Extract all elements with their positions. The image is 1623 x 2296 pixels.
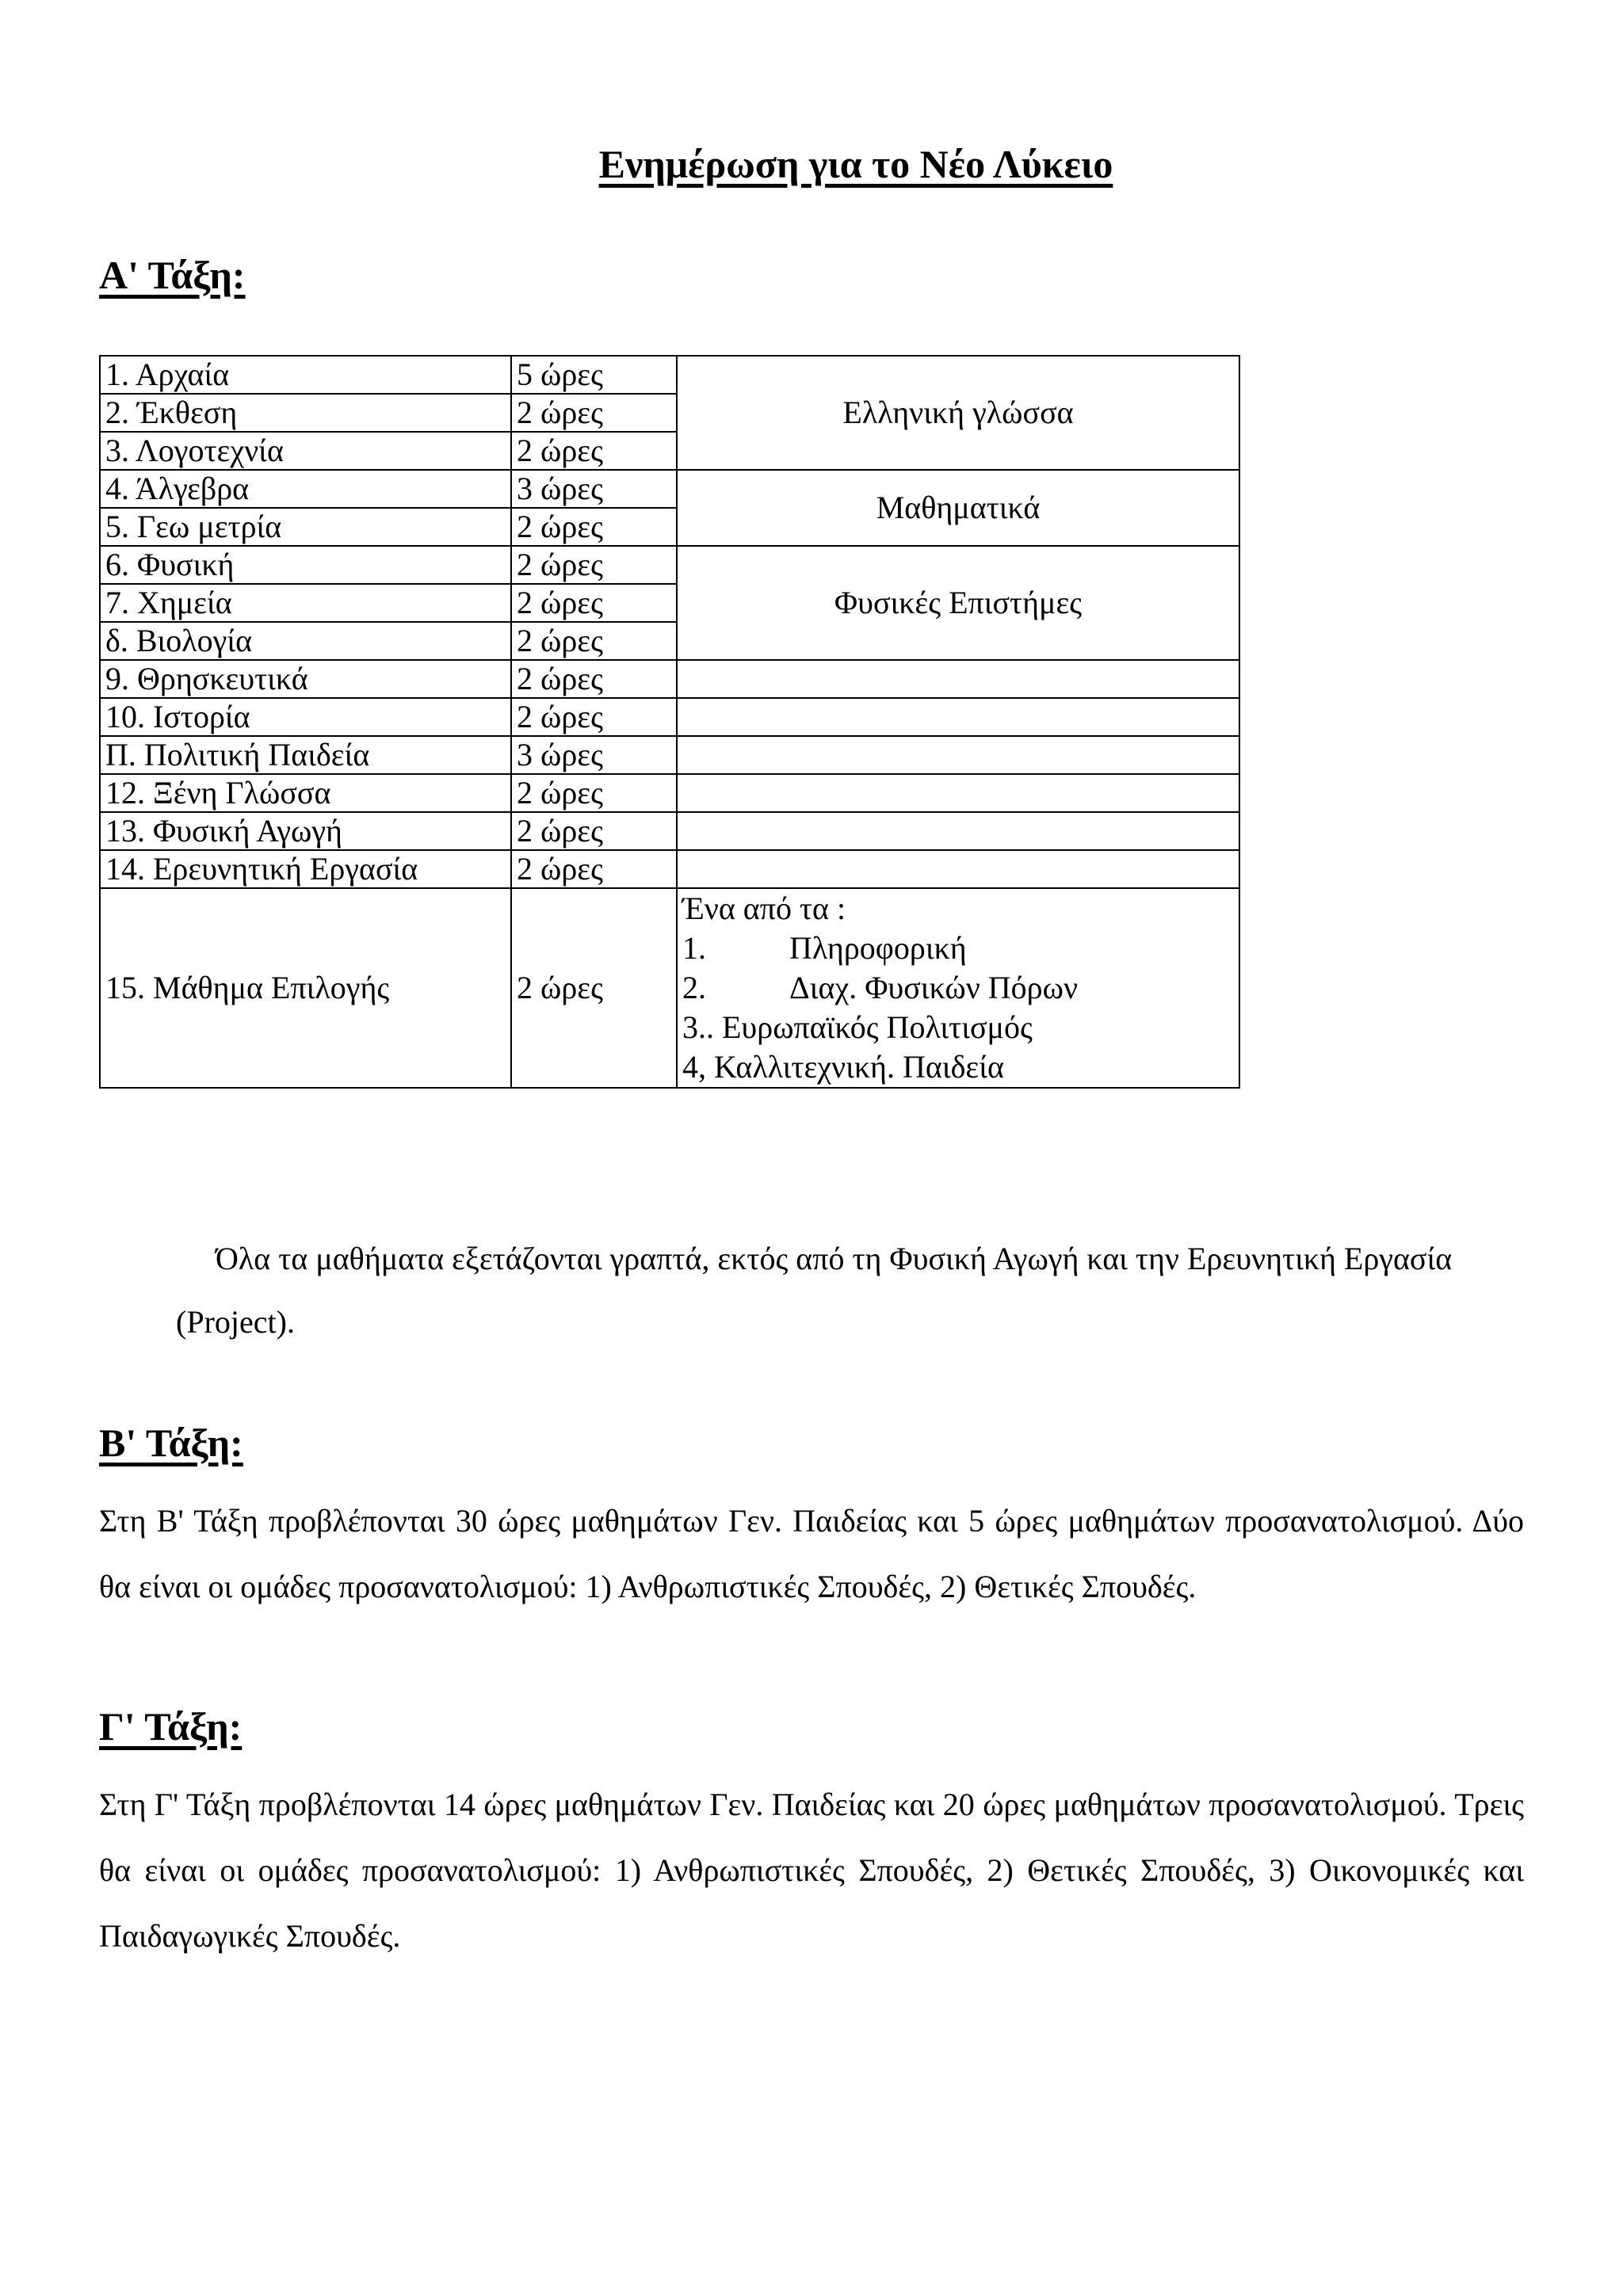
elective-option-name: Καλλιτεχνική. Παιδεία xyxy=(714,1049,1004,1085)
table-row xyxy=(100,660,1239,698)
subject-cell: 14. Ερευνητική Εργασία xyxy=(100,850,511,888)
hours-cell: 2 ώρες xyxy=(511,774,677,812)
elective-option-num: 3.. xyxy=(682,1009,714,1045)
table-row xyxy=(100,850,1239,888)
hours-cell: 2 ώρες xyxy=(511,850,677,888)
subject-cell: 5. Γεω μετρία xyxy=(100,508,511,546)
hours-cell: 2 ώρες xyxy=(511,812,677,850)
table-row xyxy=(100,888,1239,1088)
hours-cell: 2 ώρες xyxy=(511,394,677,432)
subject-cell: 10. Ιστορία xyxy=(100,698,511,736)
group-greek: Ελληνική γλώσσα xyxy=(677,356,1239,470)
empty-cell xyxy=(677,774,1239,812)
elective-option-num: 4, xyxy=(682,1049,706,1085)
empty-cell xyxy=(677,736,1239,774)
hours-cell: 2 ώρες xyxy=(511,432,677,470)
page-title: Ενημέρωση για το Νέο Λύκειο xyxy=(598,142,1113,186)
empty-cell xyxy=(677,660,1239,698)
table-row xyxy=(100,774,1239,812)
subject-cell: Π. Πολιτική Παιδεία xyxy=(100,736,511,774)
subject-cell: δ. Βιολογία xyxy=(100,622,511,660)
elective-option-name: Πληροφορική xyxy=(789,930,967,966)
subject-cell: 12. Ξένη Γλώσσα xyxy=(100,774,511,812)
hours-cell: 2 ώρες xyxy=(511,698,677,736)
table-row xyxy=(100,356,1239,394)
hours-cell: 5 ώρες xyxy=(511,356,677,394)
elective-option xyxy=(682,1047,1234,1087)
hours-cell: 2 ώρες xyxy=(511,888,677,1088)
table-row xyxy=(100,812,1239,850)
elective-option-name: Ευρωπαϊκός Πολιτισμός xyxy=(722,1009,1033,1045)
hours-cell: 2 ώρες xyxy=(511,546,677,584)
elective-option-name: Διαχ. Φυσικών Πόρων xyxy=(789,970,1079,1005)
elective-option xyxy=(682,1008,1234,1047)
section-a-heading: Α' Τάξη: xyxy=(99,253,246,297)
table-row xyxy=(100,470,1239,508)
hours-cell: 2 ώρες xyxy=(511,622,677,660)
subject-cell: 13. Φυσική Αγωγή xyxy=(100,812,511,850)
hours-cell: 3 ώρες xyxy=(511,470,677,508)
hours-cell: 2 ώρες xyxy=(511,508,677,546)
section-b-text: Στη Β' Τάξη προβλέπονται 30 ώρες μαθημάτων Γεν. Παιδείας και 5 ώρες μαθημάτων προσανατολισμού. Δύο θα είναι οι ομάδες προσανατολισμού: 1) Ανθρωπιστικές Σπουδές, 2) Θετικές Σπουδές. xyxy=(99,1503,1524,1604)
empty-cell xyxy=(677,812,1239,850)
section-c-heading: Γ' Τάξη: xyxy=(99,1704,242,1749)
subject-cell: 1. Αρχαία xyxy=(100,356,511,394)
empty-cell xyxy=(677,850,1239,888)
subject-cell: 4. Άλγεβρα xyxy=(100,470,511,508)
elective-option xyxy=(682,968,1234,1008)
subject-cell: 7. Χημεία xyxy=(100,584,511,622)
section-c-text: Στη Γ' Τάξη προβλέπονται 14 ώρες μαθημάτων Γεν. Παιδείας και 20 ώρες μαθημάτων προσανατολισμού. Τρεις θα είναι οι ομάδες προσανατολισμού: 1) Ανθρωπιστικές Σπουδές, 2) Θετικές Σπουδές, 3) Οικονομικές και Παιδαγωγικές Σπουδές. xyxy=(99,1787,1524,1954)
exam-note-line1: Όλα τα μαθήματα εξετάζονται γραπτά, εκτός από τη Φυσική Αγωγή και την Ερευνητική Εργασία xyxy=(216,1241,1453,1276)
subjects-table xyxy=(99,355,1240,1089)
subject-cell: 15. Μάθημα Επιλογής xyxy=(100,888,511,1088)
empty-cell xyxy=(677,698,1239,736)
group-science: Φυσικές Επιστήμες xyxy=(677,546,1239,660)
hours-cell: 3 ώρες xyxy=(511,736,677,774)
table-row xyxy=(100,736,1239,774)
subject-cell: 9. Θρησκευτικά xyxy=(100,660,511,698)
hours-cell: 2 ώρες xyxy=(511,660,677,698)
table-row xyxy=(100,698,1239,736)
table-row xyxy=(100,546,1239,584)
elective-option-num: 1. xyxy=(682,930,706,966)
hours-cell: 2 ώρες xyxy=(511,584,677,622)
subject-cell: 6. Φυσική xyxy=(100,546,511,584)
elective-option-num: 2. xyxy=(682,970,706,1005)
elective-options-cell xyxy=(677,888,1239,1088)
section-b-heading: Β' Τάξη: xyxy=(99,1421,243,1465)
subject-cell: 2. Έκθεση xyxy=(100,394,511,432)
elective-option xyxy=(682,929,1234,968)
group-math: Μαθηματικά xyxy=(677,470,1239,546)
exam-note-line2: (Project). xyxy=(176,1304,295,1340)
elective-intro: Ένα από τα : xyxy=(682,891,846,926)
subject-cell: 3. Λογοτεχνία xyxy=(100,432,511,470)
